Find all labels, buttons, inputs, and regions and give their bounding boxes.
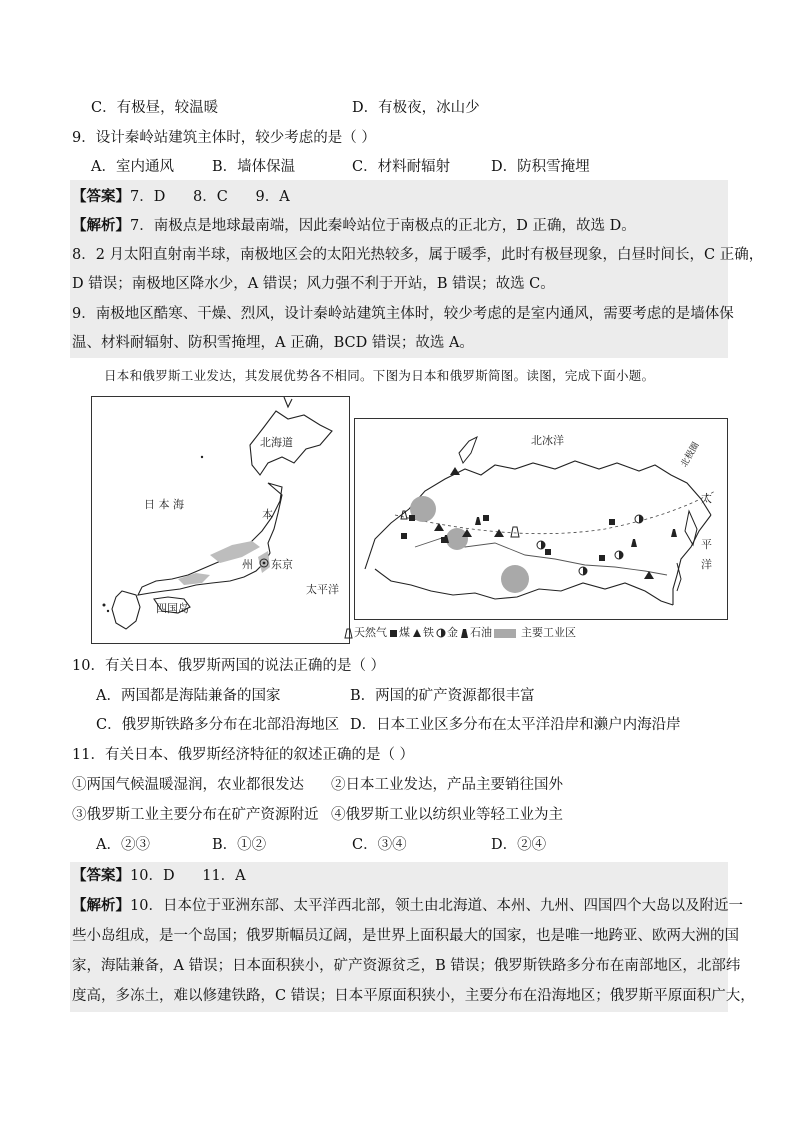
label-pacific-3: 洋 <box>701 558 712 571</box>
q10-stem: 10．有关日本、俄罗斯两国的说法正确的是（ ） <box>72 658 386 674</box>
coal-symbols <box>401 515 615 561</box>
label-shikoku: 四国岛 <box>156 602 189 615</box>
label-honshu-1: 本 <box>262 508 273 521</box>
q10-option-a: A．两国都是海陆兼备的国家 <box>96 688 281 704</box>
analysis-1-line-1 <box>72 215 636 237</box>
q9-option-d: D．防积雪掩埋 <box>491 159 590 175</box>
analysis-1-line-4: 9．南极地区酷寒、干燥、烈风，设计秦岭站建筑主体时，较少考虑的是室内通风，需要考虑的是墙体保 <box>72 306 734 322</box>
label-pacific-1: 太 <box>701 492 712 505</box>
answer-2 <box>72 865 246 887</box>
q10-option-c: C．俄罗斯铁路多分布在北部沿海地区 <box>96 717 340 733</box>
analysis-tag: 【解析】 <box>72 217 130 234</box>
map-intro-text: 日本和俄罗斯工业发达，其发展优势各不相同。下图为日本和俄罗斯简图。读图，完成下面小题。 <box>104 368 655 383</box>
gold-icon <box>436 628 446 638</box>
answer-tag: 【答案】 <box>72 867 130 884</box>
japan-map <box>91 396 350 644</box>
answer-1 <box>72 186 290 208</box>
arctic-circle-line <box>395 491 715 534</box>
analysis-1-line-5: 温、材料耐辐射、防积雪掩埋，A 正确，BCD 错误；故选 A。 <box>72 335 474 351</box>
q11-statement-4: ④俄罗斯工业以纺织业等轻工业为主 <box>331 807 563 823</box>
label-pacific: 太平洋 <box>306 583 339 596</box>
analysis-2-line-1 <box>72 895 743 917</box>
q11-statement-1: ①两国气候温暖湿润，农业都很发达 <box>72 777 304 793</box>
legend-industry <box>494 625 576 641</box>
legend-gas <box>344 625 387 641</box>
analysis-2-line-2: 些小岛组成，是一个岛国；俄罗斯幅员辽阔，是世界上面积最大的国家，也是唯一地跨亚、欧两大洲的国 <box>72 928 739 944</box>
oil-icon <box>460 628 469 639</box>
industry-zone-siberia <box>501 565 529 593</box>
legend-iron-label: 铁 <box>423 626 434 639</box>
legend-oil <box>460 625 492 641</box>
japan-map-outline <box>92 397 349 643</box>
q11-statement-3: ③俄罗斯工业主要分布在矿产资源附近 <box>72 807 319 823</box>
analysis-2-line-4: 度高，多冻土，难以修建铁路，C 错误；日本平原面积狭小，主要分布在沿海地区；俄罗斯平原面积广大， <box>72 988 755 1004</box>
map-legend <box>344 625 576 641</box>
industry-area-icon <box>494 629 516 638</box>
russia-map <box>354 418 728 620</box>
legend-iron <box>412 625 434 641</box>
q8-option-d: D．有极夜，冰山少 <box>352 100 480 116</box>
label-honshu-2: 州 <box>242 558 253 571</box>
answer-tag: 【答案】 <box>72 188 130 205</box>
legend-coal-label: 煤 <box>399 626 410 639</box>
q11-stem: 11．有关日本、俄罗斯经济特征的叙述正确的是（ ） <box>72 747 415 763</box>
q11-option-c: C．③④ <box>352 837 407 853</box>
label-tokyo: 东京 <box>271 558 293 571</box>
gold-symbols <box>537 515 643 575</box>
coal-icon <box>389 629 398 638</box>
q10-option-d: D．日本工业区多分布在太平洋沿岸和濑户内海沿岸 <box>350 717 681 733</box>
q11-option-d: D．②④ <box>491 837 547 853</box>
analysis-text: 7．南极点是地球最南端，因此秦岭站位于南极点的正北方，D 正确，故选 D。 <box>130 218 636 234</box>
q11-option-a: A．②③ <box>96 837 150 853</box>
answer-text: 10．D 11．A <box>130 868 246 884</box>
legend-coal <box>389 625 410 641</box>
iron-icon <box>412 628 422 638</box>
label-arctic-circle: 北极圈 <box>679 440 702 470</box>
label-pacific-2: 平 <box>701 538 712 551</box>
legend-gold <box>436 625 458 641</box>
label-arctic-ocean: 北冰洋 <box>531 434 564 447</box>
answer-text: 7．D 8．C 9．A <box>130 189 290 205</box>
legend-oil-label: 石油 <box>470 626 492 639</box>
q9-stem: 9．设计秦岭站建筑主体时，较少考虑的是（ ） <box>72 130 376 146</box>
q10-option-b: B．两国的矿产资源都很丰富 <box>350 688 535 704</box>
russia-map-outline <box>355 419 727 619</box>
analysis-1-line-3: D 错误；南极地区降水少，A 错误；风力强不利于开站，B 错误；故选 C。 <box>72 276 555 292</box>
analysis-tag: 【解析】 <box>72 897 130 914</box>
legend-industry-label: 主要工业区 <box>521 626 576 639</box>
setouchi-industrial-zone <box>178 573 210 585</box>
analysis-2-line-3: 家，海陆兼备，A 错误；日本面积狭小，矿产资源贫乏，B 错误；俄罗斯铁路多分布在南部地区，北部纬 <box>72 958 741 974</box>
iron-symbols <box>434 467 654 579</box>
legend-gold-label: 金 <box>447 626 458 639</box>
q9-option-c: C．材料耐辐射 <box>352 159 451 175</box>
analysis-text: 10．日本位于亚洲东部、太平洋西北部，领土由北海道、本州、九州、四国四个大岛以及附近一 <box>130 898 743 914</box>
q8-option-c: C．有极昼，较温暖 <box>91 100 219 116</box>
q11-statement-2: ②日本工业发达，产品主要销往国外 <box>331 777 563 793</box>
legend-gas-label: 天然气 <box>354 626 387 639</box>
label-sea-of-japan: 日 本 海 <box>144 498 184 511</box>
analysis-1-line-2: 8．2 月太阳直射南半球，南极地区会的太阳光热较多，属于暖季，此时有极昼现象，白昼时间长，C 正确， <box>72 247 764 263</box>
q9-option-b: B．墙体保温 <box>212 159 296 175</box>
q11-option-b: B．①② <box>212 837 267 853</box>
gas-icon <box>344 628 353 639</box>
industry-zone-volga <box>446 528 468 550</box>
label-hokkaido: 北海道 <box>260 436 293 449</box>
q9-option-a: A．室内通风 <box>91 159 174 175</box>
